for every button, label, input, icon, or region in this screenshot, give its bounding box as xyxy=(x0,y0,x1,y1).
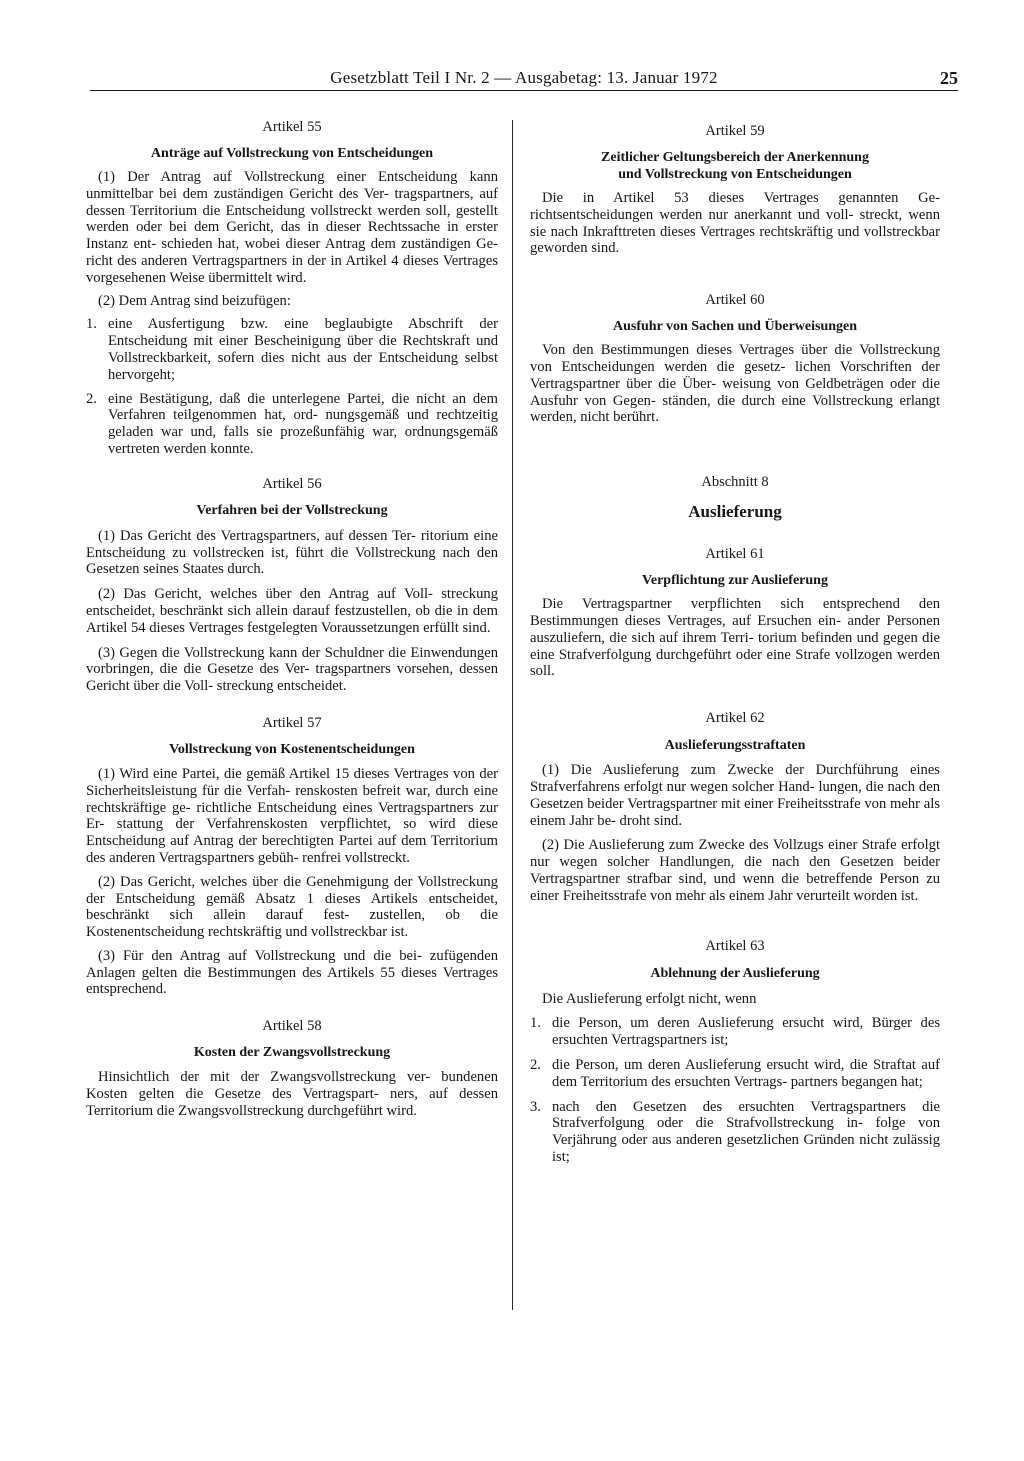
list-item-text: die Person, um deren Auslieferung ersucht wird, die Straftat auf dem Territorium des ersuchten Vertrags- partners begangen hat; xyxy=(552,1056,940,1090)
article-title-line: und Vollstreckung von Entscheidungen xyxy=(618,167,852,182)
article-59 xyxy=(530,122,940,257)
list-item-text: die Person, um deren Auslieferung ersucht wird, Bürger des ersuchten Vertragspartners ist; xyxy=(552,1015,940,1049)
section-title: Auslieferung xyxy=(688,502,782,522)
article-title: Auslieferungsstraftaten xyxy=(664,738,806,754)
list-item xyxy=(86,316,498,383)
paragraph: (2) Dem Antrag sind beizufügen: xyxy=(98,292,291,309)
paragraph: (2) Die Auslieferung zum Zwecke des Vollzugs einer Strafe erfolgt nur wegen solcher Handlungen, die nach den Gesetzen beider Vertragspartner strafbar sind, und wenn die betreffende Person zu einer Freiheitsstrafe von mehr als einem Jahr verurteilt worden ist. xyxy=(530,837,940,904)
paragraph: Die Auslieferung erfolgt nicht, wenn xyxy=(542,990,757,1007)
list-item xyxy=(530,1015,940,1049)
paragraph: (1) Wird eine Partei, die gemäß Artikel 15 dieses Vertrages von der Sicherheitsleistung für die Verfah- renskosten befreit war, durch eine rechtskräftige ge- richtliche Entscheidung eines Vertragspartners zur Er- stattung der Verfahrenskosten verpflichtet, so wird diese Entscheidung auf Antrag der berechtigten Partei auf dem Territorium des anderen Vertragspartners gebüh- renfrei vollstreckt. xyxy=(86,765,498,866)
list-item-text: eine Bestätigung, daß die unterlegene Partei, die nicht an dem Verfahren teilgenommen hat, ord- nungsgemäß und rechtzeitig geladen war und, falls sie prozeßunfähig war, ordnungsgemäß vertreten werden konnte. xyxy=(108,390,498,457)
paragraph: (3) Für den Antrag auf Vollstreckung und die bei- zufügenden Anlagen gelten die Bestimmungen des Artikels 55 dieses Vertrages entsprechend. xyxy=(86,947,498,998)
paragraph: Von den Bestimmungen dieses Vertrages über die Vollstreckung von Entscheidungen werden die gesetz- lichen Vorschriften der Vertragspartner über die Über- weisung von Geldbeträgen oder die Ausfuhr von Gegen- ständen, die durch eine Vollstreckung erlangt werden, nicht berührt. xyxy=(530,342,940,426)
article-57 xyxy=(86,714,498,998)
column-divider xyxy=(512,120,513,1310)
list-item xyxy=(530,1099,940,1166)
article-title: Zeitlicher Geltungsbereich der Anerkennung xyxy=(601,150,869,165)
list-item xyxy=(530,1057,940,1091)
list-item-number: 1. xyxy=(86,316,97,333)
list-item-text: nach den Gesetzen des ersuchten Vertragspartners die Strafverfolgung oder die Strafvollstreckung in- folge von Verjährung oder aus anderen gesetzlichen Gründen nicht zulässig ist; xyxy=(552,1098,940,1165)
article-label: Artikel 61 xyxy=(705,546,765,563)
article-title: Verpflichtung zur Auslieferung xyxy=(642,573,828,589)
article-title: Kosten der Zwangsvollstreckung xyxy=(193,1045,391,1061)
list-item-number: 1. xyxy=(530,1015,541,1032)
paragraph: (2) Das Gericht, welches über den Antrag auf Voll- streckung entscheidet, beschränkt sich allein darauf festzustellen, ob die in dem Artikel 54 dieses Vertrages festgelegten Voraussetzungen erfüllt sind. xyxy=(86,586,498,636)
section-label: Abschnitt 8 xyxy=(701,474,769,491)
article-label: Artikel 57 xyxy=(262,714,322,731)
paragraph: (1) Die Auslieferung zum Zwecke der Durchführung eines Strafverfahrens erfolgt nur wegen solcher Hand- lungen, die nach den Gesetzen beider Vertragspartner mit einer Freiheitsstrafe von mehr als einem Jahr be- droht sind. xyxy=(530,762,940,829)
article-label: Artikel 63 xyxy=(705,937,765,954)
article-63 xyxy=(530,937,940,1166)
article-title: Ablehnung der Auslieferung xyxy=(650,965,820,981)
article-label: Artikel 60 xyxy=(705,292,765,309)
article-label: Artikel 55 xyxy=(262,119,322,135)
article-58 xyxy=(86,1017,498,1119)
list-item-number: 2. xyxy=(530,1056,541,1073)
article-60 xyxy=(530,291,940,426)
article-label: Artikel 58 xyxy=(262,1018,322,1035)
paragraph: (1) Das Gericht des Vertragspartners, auf dessen Ter- ritorium eine Entscheidung zu vollstrecken ist, führt die Vollstreckung nach den Gesetzen seines Staates durch. xyxy=(86,527,498,578)
article-55 xyxy=(86,118,498,458)
article-56 xyxy=(86,475,498,695)
running-title: Gesetzblatt Teil I Nr. 2 — Ausgabetag: 13. Januar 1972 xyxy=(330,68,718,87)
article-label: Artikel 56 xyxy=(262,475,322,492)
paragraph: Hinsichtlich der mit der Zwangsvollstreckung ver- bundenen Kosten gelten die Gesetze des Vertragspart- ners, auf dessen Territorium die Zwangsvollstreckung durchgeführt wird. xyxy=(86,1069,498,1119)
article-62 xyxy=(530,709,940,904)
header-rule xyxy=(90,90,958,91)
right-column xyxy=(530,112,940,1166)
list-item-number: 3. xyxy=(530,1098,541,1115)
paragraph: (1) Der Antrag auf Vollstreckung einer Entscheidung kann unmittelbar bei dem zuständigen Gericht des Ver- tragspartners, auf dessen Territorium die Entscheidung vollstreckt werden soll, gestellt werden oder bei dem Gericht, das in dieser Rechtssache in erster Instanz ent- schieden hat, wobei dieser Antrag dem zuständigen Ge- richt des anderen Vertragspartners in der in Artikel 4 dieses Vertrages vorgesehenen Weise übermittelt wird. xyxy=(86,169,498,286)
paragraph: (3) Gegen die Vollstreckung kann der Schuldner die Einwendungen vorbringen, die die Gesetze des Ver- tragspartners vorsehen, dessen Gericht über die Voll- streckung entscheidet. xyxy=(86,644,498,695)
article-title: Anträge auf Vollstreckung von Entscheidungen xyxy=(150,146,434,161)
list-item-number: 2. xyxy=(86,390,97,407)
left-column xyxy=(86,112,498,1120)
paragraph: Die Vertragspartner verpflichten sich entsprechend den Bestimmungen dieses Vertrages, auf Ersuchen ein- ander Personen auszuliefern, die sich auf ihrem Terri- torium befinden und gegen die eine Strafverfolgung durchgeführt oder eine Strafe vollzogen werden soll. xyxy=(530,596,940,680)
article-61 xyxy=(530,545,940,680)
article-label: Artikel 62 xyxy=(705,710,765,727)
paragraph: (2) Das Gericht, welches über die Genehmigung der Vollstreckung der Entscheidung gemäß Absatz 1 dieses Artikels entscheidet, beschränkt sich allein darauf fest- zustellen, ob die Kostenentscheidung rechtskräftig und vollstreckbar ist. xyxy=(86,873,498,941)
list-item xyxy=(86,391,498,458)
article-label: Artikel 59 xyxy=(705,123,765,139)
article-title: Verfahren bei der Vollstreckung xyxy=(196,502,388,518)
article-title: Ausfuhr von Sachen und Überweisungen xyxy=(612,319,858,335)
article-title: Vollstreckung von Kostenentscheidungen xyxy=(169,741,415,757)
paragraph: Die in Artikel 53 dieses Vertrages genannten Ge- richtsentscheidungen werden nur anerkannt und voll- streckt, wenn sie nach Inkrafttreten dieses Vertrages rechtskräftig und vollstreckbar geworden sind. xyxy=(530,190,940,257)
list-item-text: eine Ausfertigung bzw. eine beglaubigte Abschrift der Entscheidung mit einer Bescheinigung über die Rechtskraft und Vollstreckbarkeit, sofern dies nicht aus der Entscheidung selbst hervorgeht; xyxy=(108,316,498,383)
section-8 xyxy=(530,473,940,522)
page-number: 25 xyxy=(940,68,958,88)
